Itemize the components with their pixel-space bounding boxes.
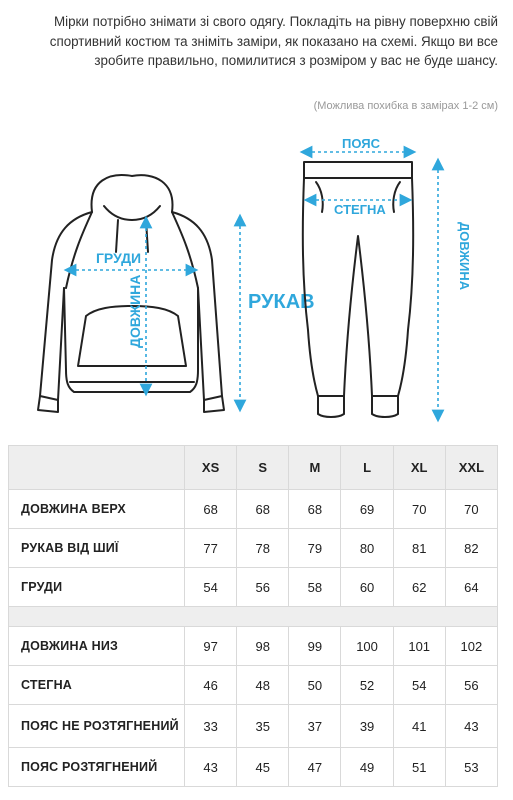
row-label: ПОЯС НЕ РОЗТЯГНЕНИЙ: [9, 705, 185, 748]
table-cell: 69: [341, 490, 393, 529]
size-header: XXL: [445, 446, 497, 490]
row-label: ГРУДИ: [9, 568, 185, 607]
hips-label: СТЕГНА: [334, 202, 386, 217]
row-label: СТЕГНА: [9, 666, 185, 705]
table-cell: 48: [237, 666, 289, 705]
measurement-diagram: [0, 120, 513, 435]
sleeve-label: РУКАВ: [248, 291, 315, 313]
table-cell: 81: [393, 529, 445, 568]
table-cell: 99: [289, 627, 341, 666]
table-cell: 54: [185, 568, 237, 607]
hoodie-measurements: [70, 220, 240, 406]
table-cell: 43: [185, 748, 237, 787]
table-row: [9, 748, 498, 787]
table-cell: 62: [393, 568, 445, 607]
table-row: [9, 490, 498, 529]
table-cell: 100: [341, 627, 393, 666]
table-row: [9, 568, 498, 607]
hoodie-length-label: ДОВЖИНА: [127, 274, 143, 348]
table-row: [9, 666, 498, 705]
table-cell: 68: [185, 490, 237, 529]
table-cell: 54: [393, 666, 445, 705]
table-cell: 56: [445, 666, 497, 705]
table-cell: 46: [185, 666, 237, 705]
table-row: [9, 529, 498, 568]
table-cell: 43: [445, 705, 497, 748]
size-header: M: [289, 446, 341, 490]
table-cell: 80: [341, 529, 393, 568]
table-cell: 52: [341, 666, 393, 705]
table-cell: 58: [289, 568, 341, 607]
row-label: ДОВЖИНА ВЕРХ: [9, 490, 185, 529]
row-label: РУКАВ ВІД ШИЇ: [9, 529, 185, 568]
table-cell: 101: [393, 627, 445, 666]
table-cell: 68: [289, 490, 341, 529]
row-label: ПОЯС РОЗТЯГНЕНИЙ: [9, 748, 185, 787]
table-cell: 53: [445, 748, 497, 787]
table-cell: 35: [237, 705, 289, 748]
table-cell: 68: [237, 490, 289, 529]
table-cell: 82: [445, 529, 497, 568]
size-header: L: [341, 446, 393, 490]
table-cell: 39: [341, 705, 393, 748]
table-cell: 37: [289, 705, 341, 748]
table-cell: 70: [445, 490, 497, 529]
table-cell: 79: [289, 529, 341, 568]
table-cell: 98: [237, 627, 289, 666]
table-cell: 45: [237, 748, 289, 787]
size-header: XS: [185, 446, 237, 490]
table-cell: 60: [341, 568, 393, 607]
table-cell: 49: [341, 748, 393, 787]
table-cell: 41: [393, 705, 445, 748]
table-cell: 47: [289, 748, 341, 787]
size-chart-table: [8, 445, 498, 787]
header-corner-cell: [9, 446, 185, 490]
table-cell: 50: [289, 666, 341, 705]
table-cell: 51: [393, 748, 445, 787]
table-cell: 102: [445, 627, 497, 666]
table-cell: 78: [237, 529, 289, 568]
instructions-text: Мірки потрібно знімати зі свого одягу. Покладіть на рівну поверхню свій спортивний костюм та зніміть заміри, як показано на схемі. Якщо ви все зробите правильно, помилитися з розміром у вас не буде шансу.: [49, 14, 498, 68]
size-header: XL: [393, 446, 445, 490]
section-separator-row: [9, 607, 498, 627]
table-cell: 56: [237, 568, 289, 607]
table-cell: 33: [185, 705, 237, 748]
table-cell: 64: [445, 568, 497, 607]
table-row: [9, 705, 498, 748]
separator-cell: [9, 607, 498, 627]
size-header: S: [237, 446, 289, 490]
table-row: [9, 627, 498, 666]
size-header-row: [9, 446, 498, 490]
table-cell: 70: [393, 490, 445, 529]
table-cell: 77: [185, 529, 237, 568]
waist-label: ПОЯС: [342, 136, 381, 151]
table-cell: 97: [185, 627, 237, 666]
chest-label: ГРУДИ: [96, 250, 142, 266]
pants-length-label: ДОВЖИНА: [457, 222, 472, 291]
measurement-error-note: (Можлива похибка в замірах 1-2 см): [313, 100, 498, 112]
row-label: ДОВЖИНА НИЗ: [9, 627, 185, 666]
